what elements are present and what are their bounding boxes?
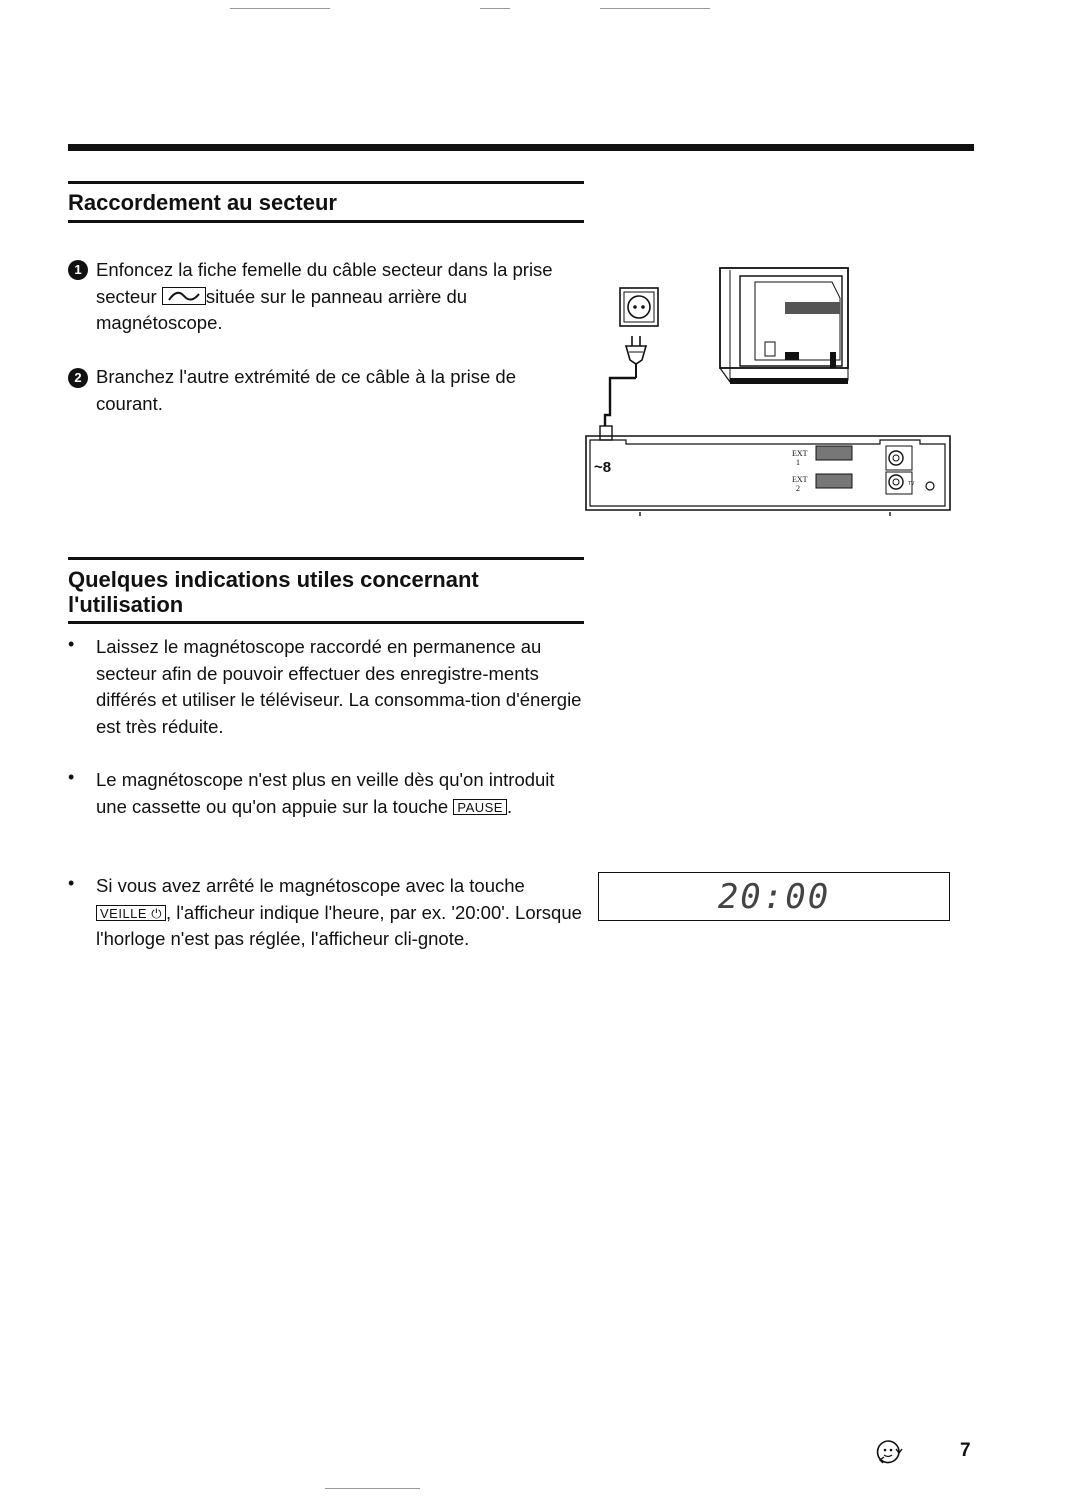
wall-socket-icon <box>620 288 658 326</box>
recycle-icon <box>873 1437 903 1467</box>
display-clock: 20:00 <box>717 877 831 917</box>
bullet-2-text-before: Le magnétoscope n'est plus en veille dès qu'on introduit une cassette ou qu'on appuie sur la touche <box>96 769 555 817</box>
vcr-rear-panel-icon <box>586 436 950 516</box>
step-1-text-before: Enfoncez la fiche femelle du câble secteur dans la prise secteur <box>96 259 553 307</box>
page-number: 7 <box>960 1440 971 1461</box>
mains-plug-icon <box>626 336 646 378</box>
scan-mark <box>230 8 330 9</box>
section2-bottom-rule <box>68 621 584 624</box>
step-2-text: Branchez l'autre extrémité de ce câble à la prise de courant. <box>96 366 517 414</box>
step-1-text <box>96 257 576 337</box>
tv-label: TV <box>908 481 915 487</box>
section2-title-line2: l'utilisation <box>68 592 184 617</box>
section2-title-line1: Quelques indications utiles concernant <box>68 567 479 592</box>
section2-title <box>68 567 479 617</box>
bullet-3-text <box>96 873 588 953</box>
ac-socket-icon <box>162 287 206 305</box>
ext2-label: EXT <box>792 475 808 484</box>
bullet-2-text <box>96 767 584 820</box>
bullet-dot: • <box>68 873 75 893</box>
ext1-label: EXT <box>792 449 808 458</box>
scan-mark <box>480 8 510 9</box>
connection-diagram <box>580 260 960 520</box>
scan-mark <box>325 1488 420 1489</box>
television-icon <box>720 268 848 384</box>
bullet-dot: • <box>68 634 75 654</box>
section1-bottom-rule <box>68 220 584 223</box>
section2-top-rule <box>68 557 584 560</box>
bullet-dot: • <box>68 767 75 787</box>
step-1-text-after: située sur le panneau arrière du magnétoscope. <box>96 285 468 333</box>
ext2-number: 2 <box>796 484 800 493</box>
section1-title: Raccordement au secteur <box>68 190 337 215</box>
standby-key-label: VEILLE ⏻ <box>96 905 166 921</box>
pause-key-label: PAUSE <box>453 799 507 815</box>
step-number-1: 1 <box>68 260 88 280</box>
mains-label: ~8 <box>594 459 612 476</box>
scan-mark <box>600 8 710 9</box>
bullet-3-text-after: , l'afficheur indique l'heure, par ex. '20:00'. Lorsque l'horloge n'est pas réglée, l'afficheur cli-gnote. <box>96 901 582 949</box>
bullet-3-text-before: Si vous avez arrêté le magnétoscope avec la touche <box>96 875 525 896</box>
top-rule <box>68 144 974 151</box>
bullet-2-text-after: . <box>506 795 513 817</box>
section1-top-rule <box>68 181 584 184</box>
step-number-2: 2 <box>68 368 88 388</box>
ext1-number: 1 <box>796 458 800 467</box>
vcr-display <box>598 872 950 921</box>
bullet-1-text: Laissez le magnétoscope raccordé en permanence au secteur afin de pouvoir effectuer des enregistre-ments différés et utiliser le téléviseur. La consomma-tion d'énergie est très réduite. <box>96 636 582 737</box>
